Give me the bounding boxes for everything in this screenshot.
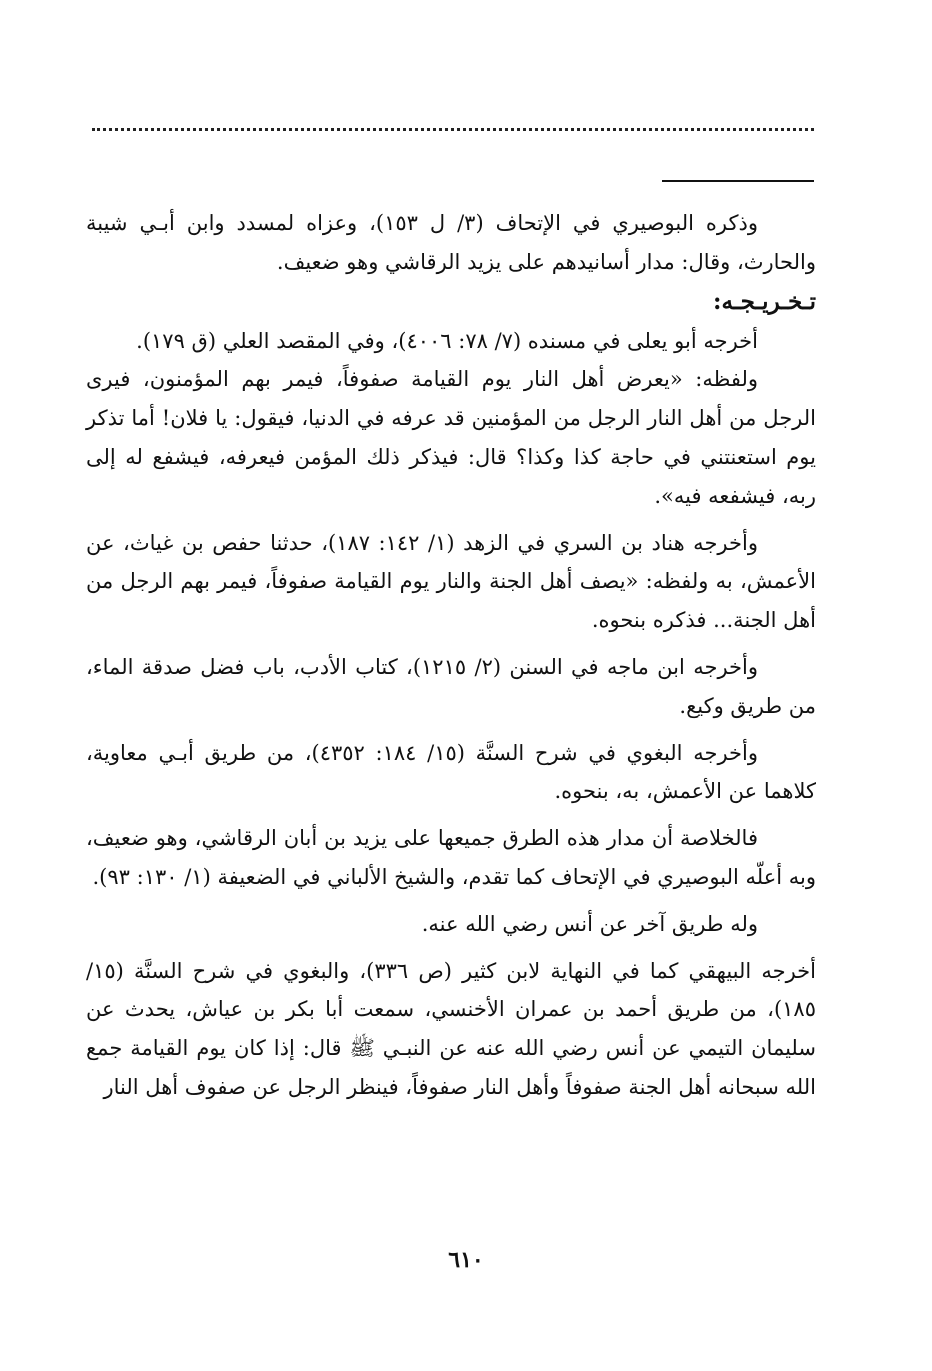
paragraph-wording: ولفظه: «يعرض أهل النار يوم القيامة صفوفاً، فيمر بهم المؤمنون، فيرى الرجل من أهل النار الرجل من المؤمنين قد عرفه في الدنيا، فيقول: يا فلان! أما تذكر يوم استعنتني في حاجة كذا وكذا؟ قال: فيذكر ذلك المؤمن فيعرفه، فيشفع له إلى ربه، فيشفعه فيه».	[86, 367, 816, 508]
dotted-separator	[92, 128, 814, 131]
paragraph-conclusion: فالخلاصة أن مدار هذه الطرق جميعها على يزيد بن أبان الرقاشي، وهو ضعيف، وبه أعلّه البوصيري في الإتحاف كما تقدم، والشيخ الألباني في الضعيفة (١/ ١٣٠: ٩٣).	[86, 826, 816, 889]
page-number: ٦١٠	[448, 1247, 484, 1273]
paragraph-baghawi: وأخرجه البغوي في شرح السنَّة (١٥/ ١٨٤: ٤٣٥٢)، من طريق أبـي معاوية، كلاهما عن الأعمش، به، بنحوه.	[86, 740, 816, 804]
paragraph-hannad: وأخرجه هناد بن السري في الزهد (١/ ١٤٢: ١٨٧)، حدثنا حفص بن غياث، عن الأعمش، به ولفظه: «يصف أهل الجنة والنار يوم القيامة صفوفاً، فيمر بهم الرجل من أهل الجنة... فذكره بنحوه.	[86, 530, 816, 633]
paragraph-bayhaqi: أخرجه البيهقي كما في النهاية لابن كثير (ص ٣٣٦)، والبغوي في شرح السنَّة (١٥/ ١٨٥)، من طريق أحمد بن عمران الأخنسي، سمعت أبا بكر بن عياش، يحدث عن سليمان التيمي عن أنس رضي الله عنه عن النبـي ﷺ قال: إذا كان يوم القيامة جمع الله سبحانه أهل الجنة صفوفاً وأهل النار صفوفاً، فينظر الرجل عن صفوف أهل النار	[86, 958, 816, 1099]
section-heading-takhrij: تـخـريـجـه:	[713, 287, 816, 315]
commentary-paragraph: وذكره البوصيري في الإتحاف (٣/ ل ١٥٣)، وعزاه لمسدد وابن أبـي شيبة والحارث، وقال: مدار أسانيدهم على يزيد الرقاشي وهو ضعيف.	[86, 211, 816, 274]
paragraph-another-route: وله طريق آخر عن أنس رضي الله عنه.	[421, 911, 758, 936]
page-body	[86, 204, 816, 1107]
footnote-rule	[662, 180, 814, 182]
paragraph-abu-yala: أخرجه أبو يعلى في مسنده (٧/ ٧٨: ٤٠٠٦)، وفي المقصد العلي (ق ١٧٩).	[136, 328, 758, 353]
paragraph-ibn-majah: وأخرجه ابن ماجه في السنن (٢/ ١٢١٥)، كتاب الأدب، باب فضل صدقة الماء، من طريق وكيع.	[86, 654, 816, 718]
